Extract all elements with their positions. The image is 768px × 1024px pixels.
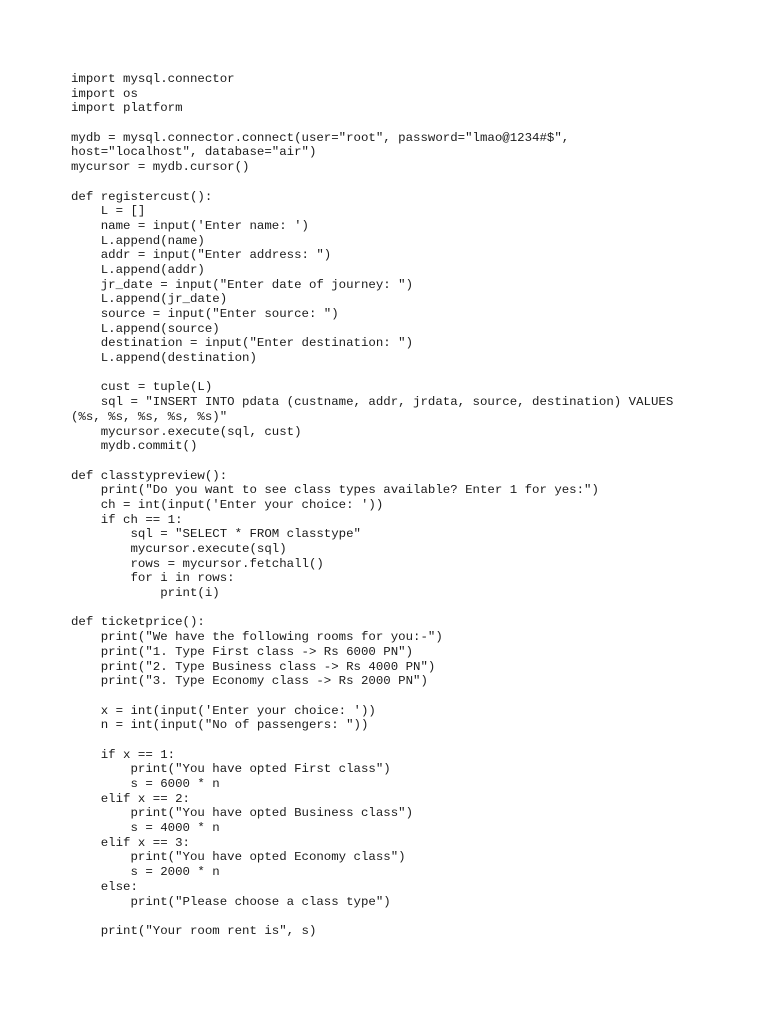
code-line xyxy=(71,175,731,190)
code-line: for i in rows: xyxy=(71,571,235,586)
code-line: def ticketprice(): xyxy=(71,615,205,630)
code-line: sql = "INSERT INTO pdata (custname, addr, jrdata, source, destination) VALUES xyxy=(71,395,674,410)
code-line xyxy=(71,909,731,924)
code-line xyxy=(71,733,731,748)
code-line: x = int(input('Enter your choice: ')) xyxy=(71,703,376,718)
code-line: L.append(destination) xyxy=(71,351,257,366)
code-line: mycursor.execute(sql) xyxy=(71,542,287,556)
code-line: mycursor.execute(sql, cust) xyxy=(71,424,302,439)
code-line: addr = input("Enter address: ") xyxy=(71,248,332,263)
code-line: n = int(input("No of passengers: ")) xyxy=(71,718,369,733)
code-line: (%s, %s, %s, %s, %s)" xyxy=(71,409,228,424)
code-line: name = input('Enter name: ') xyxy=(71,218,309,233)
code-line: L.append(source) xyxy=(71,321,220,336)
code-line: print("You have opted First class") xyxy=(71,762,391,777)
code-line: print("We have the following rooms for you:-") xyxy=(71,630,443,645)
code-line: print("3. Type Economy class -> Rs 2000 PN") xyxy=(71,674,428,689)
code-line: else: xyxy=(71,879,138,894)
code-line: L.append(jr_date) xyxy=(71,292,228,307)
code-line: L.append(name) xyxy=(71,233,205,248)
code-line: print("You have opted Business class") xyxy=(71,806,414,821)
code-line: mydb.commit() xyxy=(71,439,198,454)
code-line: rows = mycursor.fetchall() xyxy=(71,556,324,571)
code-line: mycursor = mydb.cursor() xyxy=(71,160,250,175)
code-line: sql = "SELECT * FROM classtype" xyxy=(71,527,361,542)
code-line: jr_date = input("Enter date of journey: ") xyxy=(71,277,414,292)
code-line: destination = input("Enter destination: ") xyxy=(71,336,414,351)
code-line: import platform xyxy=(71,101,183,116)
code-line xyxy=(71,454,731,469)
code-line: host="localhost", database="air") xyxy=(71,145,317,160)
code-line xyxy=(71,689,731,704)
code-line xyxy=(71,601,731,616)
code-line: elif x == 2: xyxy=(71,791,190,806)
code-line: s = 4000 * n xyxy=(71,821,220,836)
code-line: source = input("Enter source: ") xyxy=(71,307,339,321)
code-line: if x == 1: xyxy=(71,747,176,762)
code-line: elif x == 3: xyxy=(71,835,190,850)
code-line: def registercust(): xyxy=(71,189,213,204)
code-line: L = [] xyxy=(71,204,146,219)
code-line: print(i) xyxy=(71,586,220,601)
code-line: print("Do you want to see class types available? Enter 1 for yes:") xyxy=(71,483,599,498)
code-line: print("2. Type Business class -> Rs 4000 PN") xyxy=(71,659,436,674)
code-line: print("1. Type First class -> Rs 6000 PN") xyxy=(71,644,414,659)
code-line xyxy=(71,366,731,381)
code-line: s = 6000 * n xyxy=(71,777,220,791)
code-line: cust = tuple(L) xyxy=(71,380,213,395)
code-line: import os xyxy=(71,86,138,101)
code-line: ch = int(input('Enter your choice: ')) xyxy=(71,497,384,512)
code-line: print("Please choose a class type") xyxy=(71,894,391,909)
code-line: L.append(addr) xyxy=(71,262,205,277)
code-block xyxy=(71,72,731,939)
code-line: s = 2000 * n xyxy=(71,865,220,880)
code-line: def classtypreview(): xyxy=(71,468,228,483)
code-line: mydb = mysql.connector.connect(user="root", password="lmao@1234#$", xyxy=(71,130,570,145)
code-line: print("You have opted Economy class") xyxy=(71,850,406,865)
code-line: print("Your room rent is", s) xyxy=(71,923,317,938)
code-line xyxy=(71,116,731,131)
code-line: if ch == 1: xyxy=(71,512,183,527)
code-line: import mysql.connector xyxy=(71,72,235,86)
